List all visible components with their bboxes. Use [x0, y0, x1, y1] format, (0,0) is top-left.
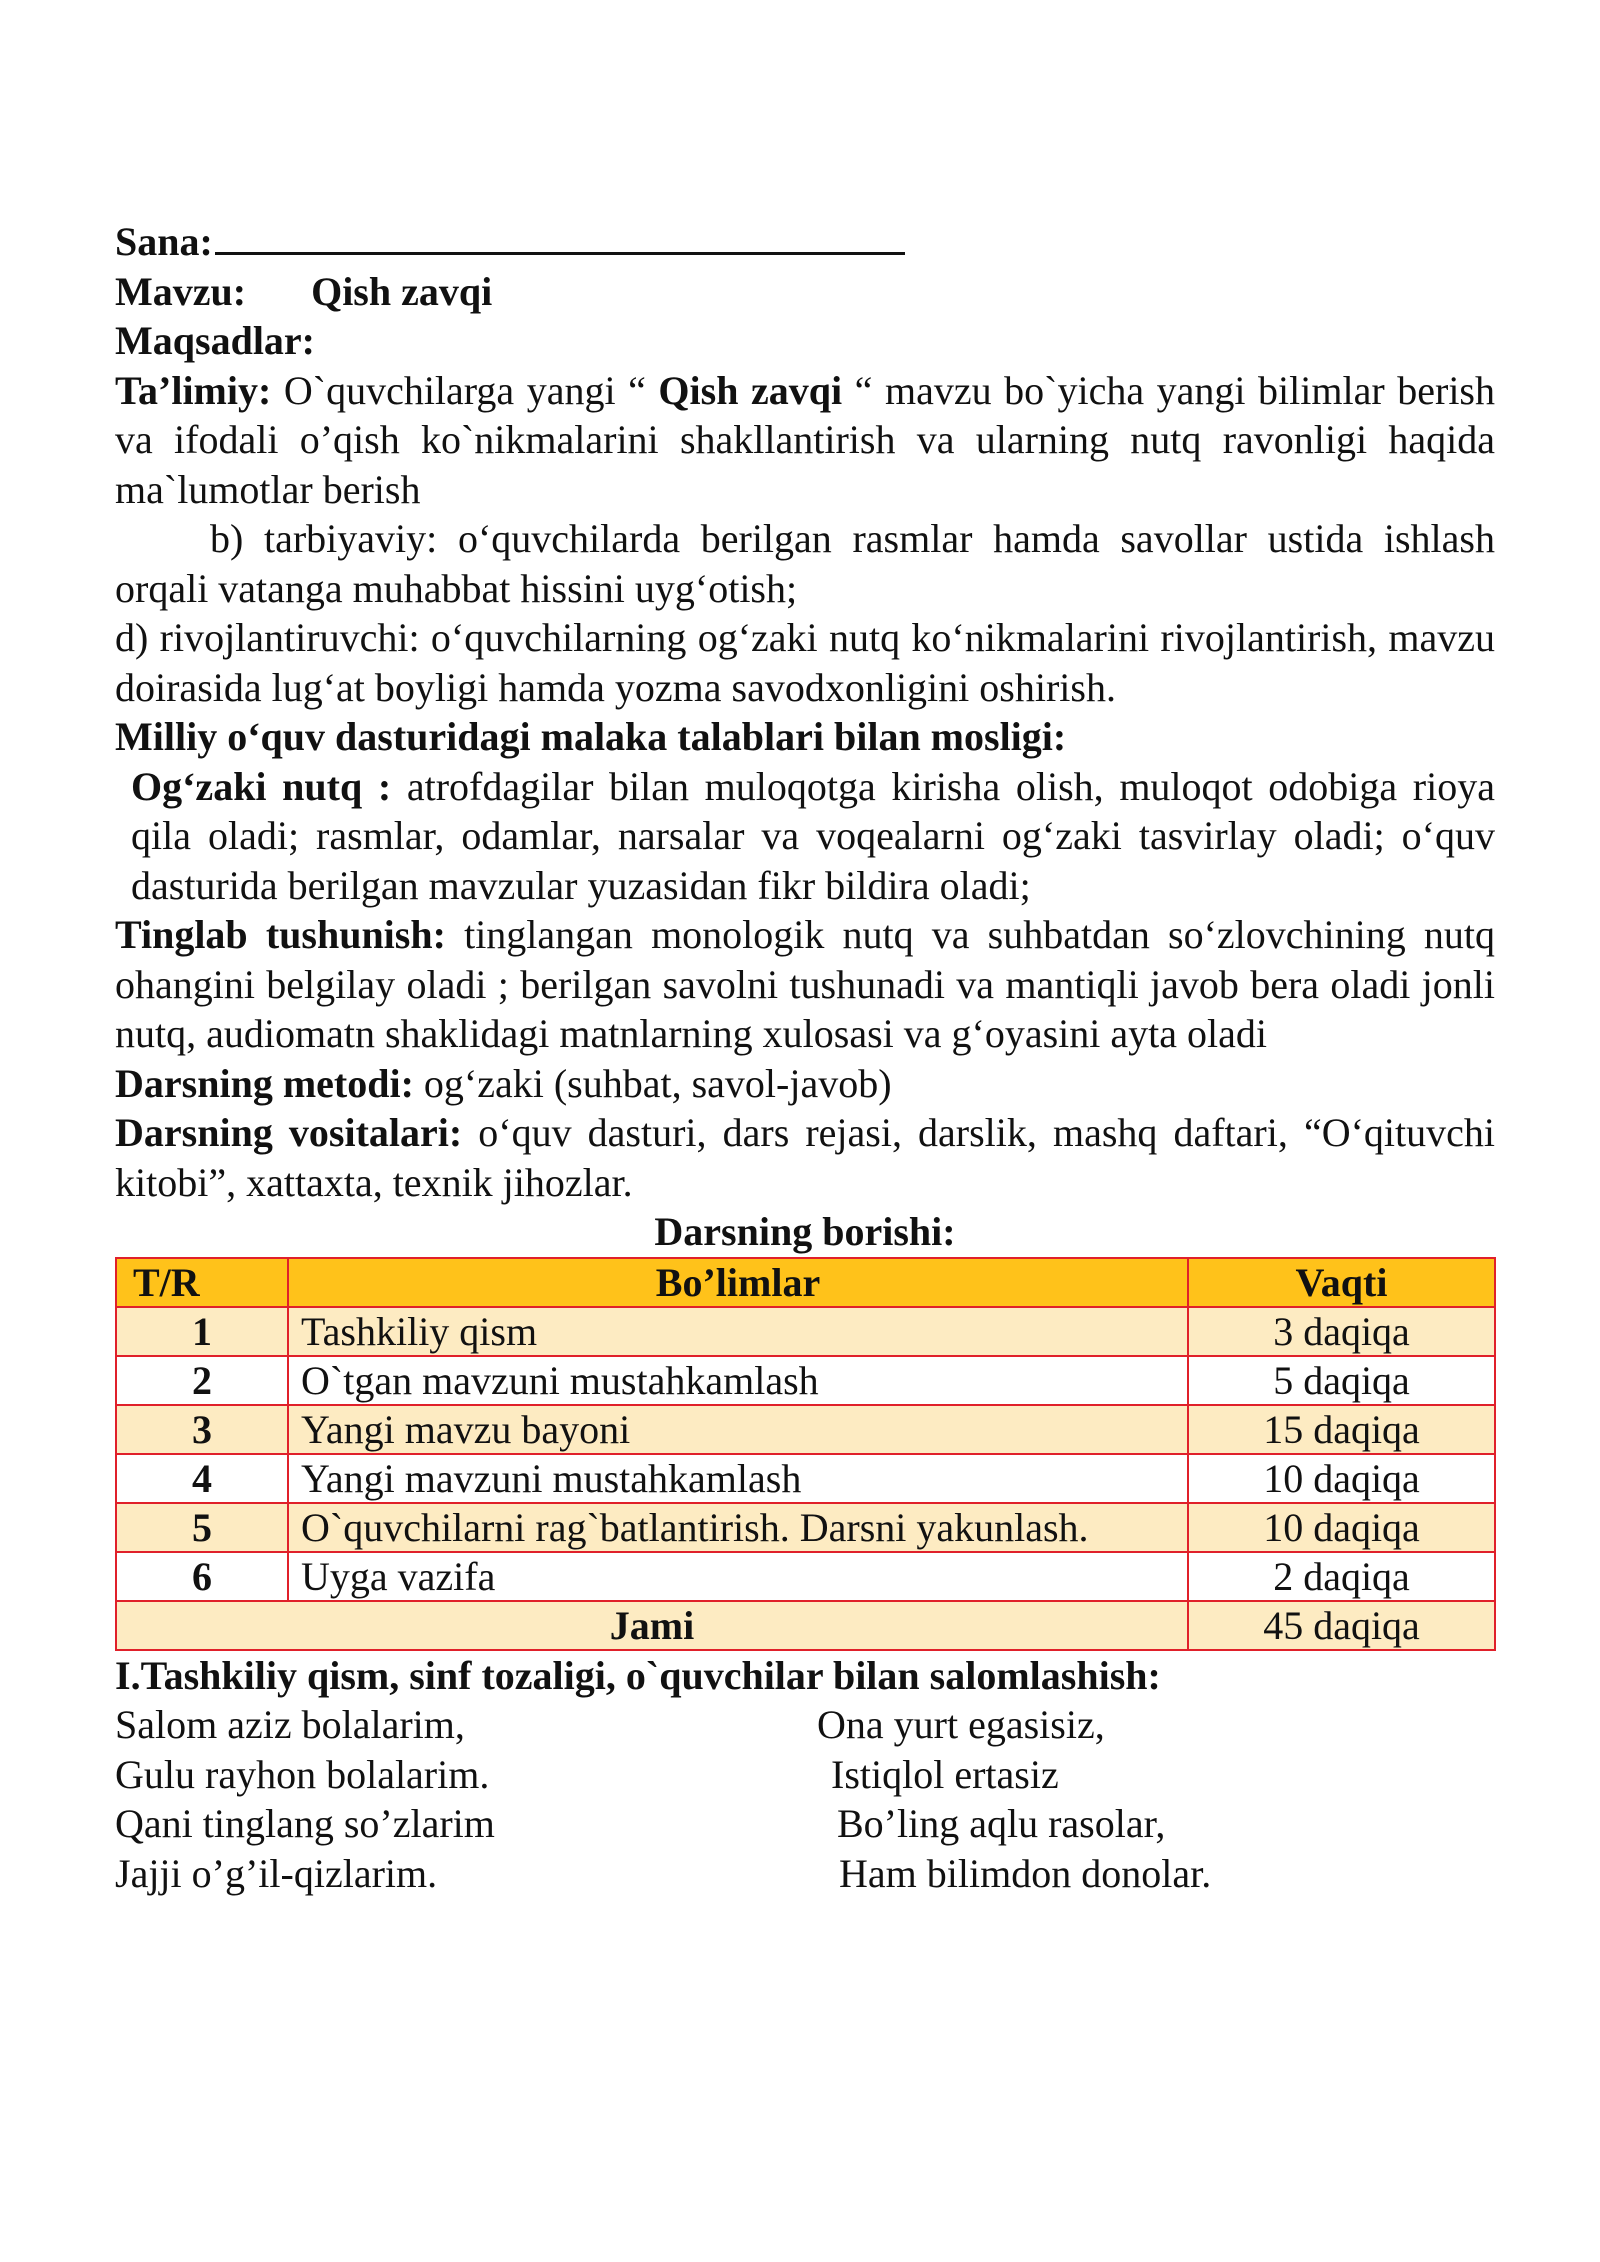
row-time: 2 daqiqa	[1188, 1552, 1495, 1601]
table-row	[116, 1307, 1495, 1356]
poem-right-column	[817, 1700, 1495, 1898]
row-time: 10 daqiqa	[1188, 1503, 1495, 1552]
rivojlantiruvchi-paragraph: d) rivojlantiruvchi: o‘quvchilarning og‘zaki nutq ko‘nikmalarini rivojlantirish, mavzu doirasida lug‘at boyligi hamda yozma savodxonligini oshirish.	[115, 615, 1495, 710]
poem-line: Jajji o’g’il-qizlarim.	[115, 1850, 438, 1896]
header-time: Vaqti	[1188, 1258, 1495, 1307]
ogzaki-paragraph	[115, 762, 1495, 911]
table-total-row	[116, 1601, 1495, 1650]
mavzu-label: Mavzu:	[115, 268, 247, 314]
poem-line: Salom aziz bolalarim,	[115, 1702, 465, 1747]
row-number: 1	[116, 1307, 288, 1356]
total-label: Jami	[116, 1601, 1188, 1650]
total-time: 45 daqiqa	[1188, 1601, 1495, 1650]
table-row	[116, 1356, 1495, 1405]
row-number: 6	[116, 1552, 288, 1601]
talimiy-label: Ta’limiy:	[115, 367, 272, 413]
milliy-heading: Milliy o‘quv dasturidagi malaka talablari bilan mosligi:	[115, 714, 1067, 759]
row-time: 10 daqiqa	[1188, 1454, 1495, 1503]
sana-line	[115, 212, 1495, 267]
poem-line: Gulu rayhon bolalarim.	[115, 1751, 490, 1797]
talimiy-paragraph	[115, 366, 1495, 515]
row-time: 3 daqiqa	[1188, 1307, 1495, 1356]
header-tr: T/R	[116, 1258, 288, 1307]
row-number: 5	[116, 1503, 288, 1552]
borishi-heading: Darsning borishi:	[654, 1209, 956, 1254]
row-section: O`quvchilarni rag`batlantirish. Darsni yakunlash.	[288, 1503, 1188, 1552]
maqsadlar-heading: Maqsadlar:	[115, 318, 315, 363]
poem-left-column	[115, 1700, 817, 1898]
ogzaki-text: atrofdagilar bilan muloqotga kirisha olish, muloqot odobiga rioya qila oladi; rasmlar, odamlar, narsalar va voqealarni og‘zaki tasvirlay oladi; o‘quv dasturida berilgan mavzular yuzasidan fikr bildira oladi;	[131, 763, 1495, 908]
table-row	[116, 1454, 1495, 1503]
tinglab-label: Tinglab tushunish:	[115, 912, 446, 957]
talimiy-topic: Qish zavqi	[658, 367, 843, 413]
sana-label: Sana:	[115, 219, 213, 264]
poem-line: Bo’ling aqlu rasolar,	[837, 1801, 1166, 1846]
poem-line: Qani tinglang so’zlarim	[115, 1801, 495, 1846]
talimiy-text-before: O`quvchilarga yangi “	[271, 367, 659, 413]
row-section: Yangi mavzuni mustahkamlash	[288, 1454, 1188, 1503]
lesson-plan	[115, 212, 1495, 1898]
mavzu-line	[115, 267, 1495, 317]
row-number: 3	[116, 1405, 288, 1454]
date-blank	[215, 212, 905, 255]
tinglab-text: tinglangan monologik nutq va suhbatdan so‘zlovchining nutq ohangini belgilay oladi ; berilgan savolni tushunadi va mantiqli javob bera oladi jonli nutq, audiomatn shaklidagi matnlarning xulosasi va g‘oyasini ayta oladi	[115, 912, 1495, 1056]
poem-line: Istiqlol ertasiz	[831, 1751, 1059, 1797]
talimiy-text-after: “ mavzu bo`yicha yangi bilimlar berish va ifodali o’qish ko`nikmalarini shakllantirish va ularning nutq ravonligi haqida ma`lumotlar berish	[115, 367, 1495, 512]
tarbiyaviy-paragraph: b) tarbiyaviy: o‘quvchilarda berilgan rasmlar hamda savollar ustida ishlash orqali vatanga muhabbat hissini uyg‘otish;	[115, 516, 1495, 611]
mavzu-value: Qish zavqi	[311, 268, 493, 314]
lesson-schedule-table	[115, 1257, 1496, 1651]
row-time: 15 daqiqa	[1188, 1405, 1495, 1454]
table-header-row	[116, 1258, 1495, 1307]
vositalari-paragraph	[115, 1108, 1495, 1207]
tinglab-paragraph	[115, 910, 1495, 1059]
metodi-label: Darsning metodi:	[115, 1060, 414, 1106]
row-section: Tashkiliy qism	[288, 1307, 1188, 1356]
row-section: O`tgan mavzuni mustahkamlash	[288, 1356, 1188, 1405]
table-row	[116, 1552, 1495, 1601]
table-row	[116, 1503, 1495, 1552]
row-section: Uyga vazifa	[288, 1552, 1188, 1601]
metodi-paragraph	[115, 1059, 1495, 1109]
poem-line: Ona yurt egasisiz,	[817, 1702, 1105, 1747]
poem-line: Ham bilimdon donolar.	[839, 1850, 1212, 1896]
ogzaki-label: Og‘zaki nutq :	[131, 763, 392, 809]
row-number: 2	[116, 1356, 288, 1405]
vositalari-text: o‘quv dasturi, dars rejasi, darslik, mashq daftari, “O‘qituvchi kitobi”, xattaxta, texnik jihozlar.	[115, 1110, 1495, 1205]
tashkiliy-heading: I.Tashkiliy qism, sinf tozaligi, o`quvchilar bilan salomlashish:	[115, 1652, 1161, 1698]
row-section: Yangi mavzu bayoni	[288, 1405, 1188, 1454]
metodi-text: og‘zaki (suhbat, savol-javob)	[413, 1060, 892, 1106]
row-time: 5 daqiqa	[1188, 1356, 1495, 1405]
row-number: 4	[116, 1454, 288, 1503]
greeting-poem	[115, 1700, 1495, 1898]
vositalari-label: Darsning vositalari:	[115, 1110, 463, 1155]
header-sections: Bo’limlar	[288, 1258, 1188, 1307]
table-row	[116, 1405, 1495, 1454]
